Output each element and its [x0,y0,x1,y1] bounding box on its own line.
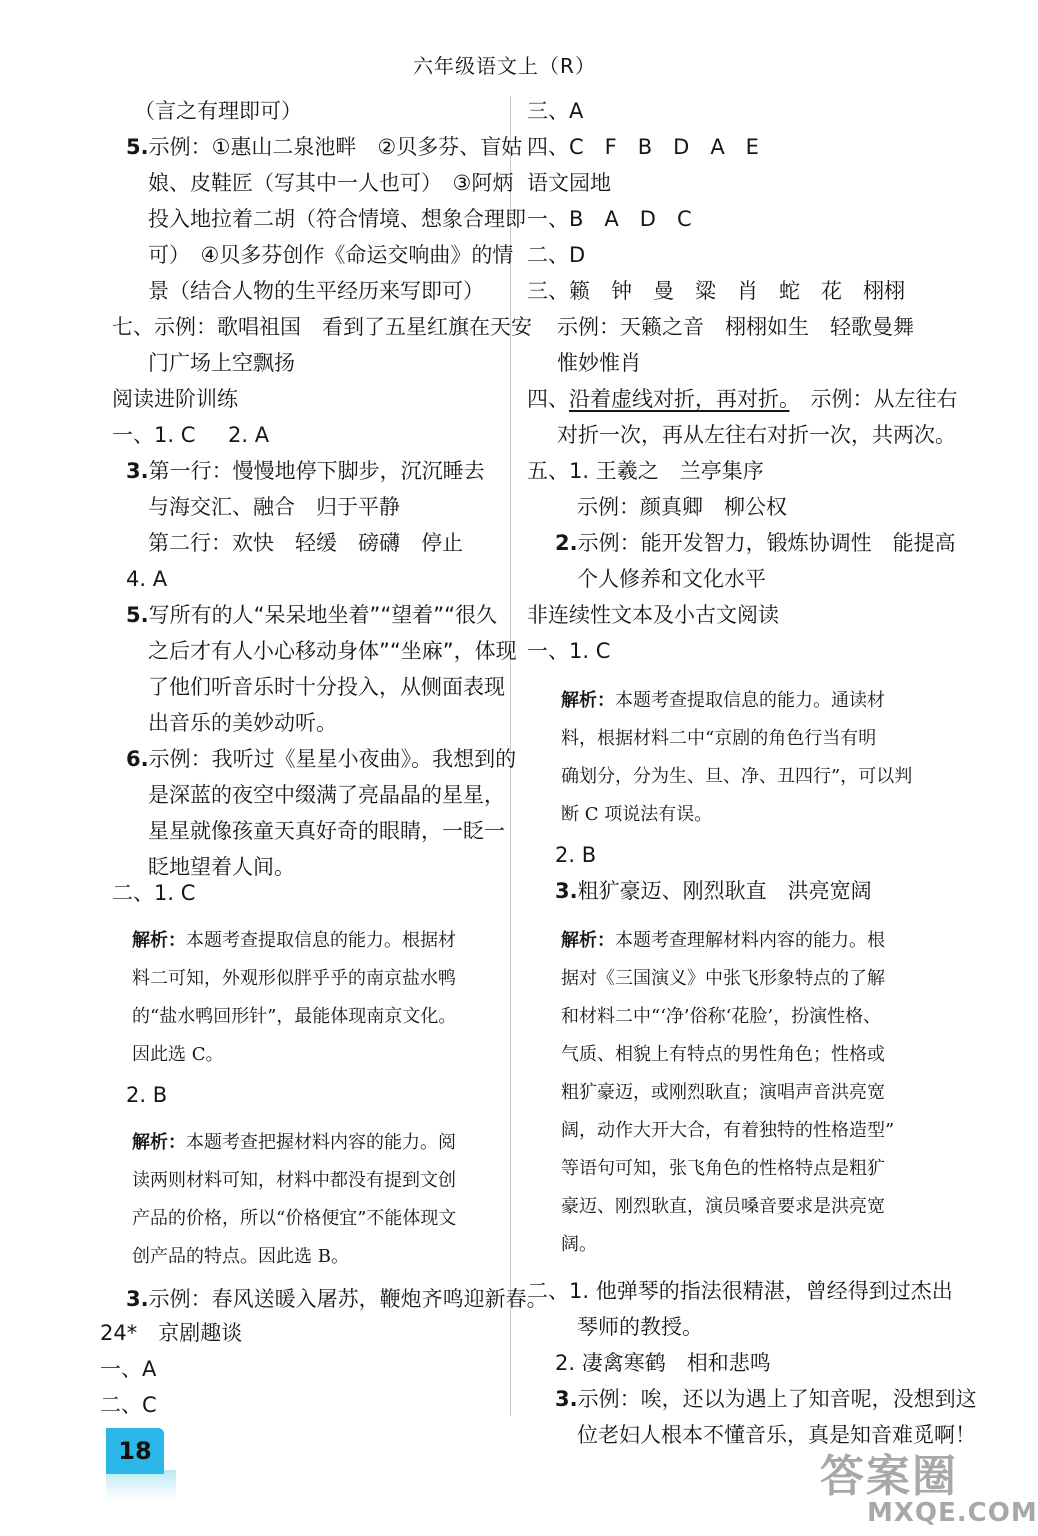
explanation-line: 产品的价格，所以“价格便宜”不能体现文 [132,1208,457,1229]
answer-line [126,456,485,486]
explanation-line [561,926,885,956]
explanation-line [561,686,885,716]
explanation-line: 断 C 项说法有误。 [561,804,713,825]
question-number: 5. [126,603,149,627]
underlined-answer: 沿着虚线对折，再对折。 [569,387,790,411]
answer-line: 出音乐的美妙动听。 [148,711,337,735]
watermark-logo [815,1440,1038,1535]
question-number: 2. [555,531,578,555]
explanation-line: 阔，动作大开大合，有着独特的性格造型” [561,1120,895,1141]
explanation-line: 豪迈、刚烈耿直，演员嗓音要求是洪亮宽 [561,1196,885,1217]
answer-line: 二、D [527,243,586,267]
answer-line: 眨地望着人间。 [148,855,295,879]
explanation-text: 本题考查提取信息的能力。通读材 [615,690,885,711]
answer-line [126,744,516,774]
explanation-line: 因此选 C。 [132,1044,224,1065]
answer-line: 一、A [100,1357,157,1381]
question-number: 5. [126,135,149,159]
answer-text: 示例：唉，还以为遇上了知音呢，没想到这 [577,1387,977,1411]
explanation-label: 解析： [561,930,615,951]
answer-line [126,600,497,630]
explanation-line [132,926,456,956]
answer-line: 示例：颜真卿 柳公权 [577,495,787,519]
section-title: 阅读进阶训练 [112,387,238,411]
answer-line: 位老妇人根本不懂音乐，真是知音难觅啊！ [577,1423,976,1447]
answer-line: 二、1. 他弹琴的指法很精湛，曾经得到过杰出 [527,1279,953,1303]
answer-line: 对折一次，再从左往右对折一次，共两次。 [557,423,956,447]
answer-line: 2. B [126,1083,168,1107]
answer-line: 星星就像孩童天真好奇的眼睛，一眨一 [148,819,505,843]
explanation-line [132,1128,456,1158]
explanation-line: 粗犷豪迈，或刚烈耿直；演唱声音洪亮宽 [561,1082,885,1103]
answer-text: 写所有的人“呆呆地坐着”“望着”“很久 [148,603,497,627]
answer-line: 娘、皮鞋匠（写其中一人也可） ③阿炳 [148,171,514,195]
answer-line: 二、1. C [112,881,196,905]
answer-line: 可） ④贝多芬创作《命运交响曲》的情 [148,243,514,267]
answer-text: 粗犷豪迈、刚烈耿直 洪亮宽阔 [577,879,872,903]
explanation-line: 读两则材料可知，材料中都没有提到文创 [132,1170,456,1191]
explanation-label: 解析： [132,930,186,951]
question-number: 3. [126,459,149,483]
answer-line: 4. A [126,567,168,591]
explanation-line: 等语句可知，张飞角色的性格特点是粗犷 [561,1158,885,1179]
answer-line [555,876,872,906]
answer-line: 门广场上空飘扬 [148,351,295,375]
answer-line: 第二行：欢快 轻缓 磅礴 停止 [148,531,463,555]
answer-line: 惟妙惟肖 [557,351,641,375]
explanation-line: 创产品的特点。因此选 B。 [132,1246,349,1267]
answer-line: 七、示例：歌唱祖国 看到了五星红旗在天安 [112,315,532,339]
explanation-line: 确划分，分为生、旦、净、丑四行”，可以判 [561,766,913,787]
explanation-line: 料二可知，外观形似胖乎乎的南京盐水鸭 [132,968,456,989]
answer-line: 是深蓝的夜空中缀满了亮晶晶的星星， [148,783,505,807]
section-title: 非连续性文本及小古文阅读 [527,603,779,627]
section-title: 24* 京剧趣谈 [100,1321,243,1345]
answer-line: 个人修养和文化水平 [577,567,766,591]
answer-line: 景（结合人物的生平经历来写即可） [148,279,484,303]
answer-line: 了他们听音乐时十分投入，从侧面表现 [148,675,505,699]
answer-line [126,132,522,162]
question-number: 3. [555,1387,578,1411]
answer-text: 示例：春风送暖入屠苏，鞭炮齐鸣迎新春。 [148,1287,548,1311]
answer-line [126,1284,548,1314]
answer-line: 2. B [555,843,597,867]
answer-line: 与海交汇、融合 归于平静 [148,495,400,519]
answer-line: 三、A [527,99,584,123]
explanation-label: 解析： [561,690,615,711]
explanation-label: 解析： [132,1132,186,1153]
question-number: 3. [126,1287,149,1311]
question-number: 3. [555,879,578,903]
section-title: 语文园地 [527,171,611,195]
answer-line: 四、C F B D A E [527,135,759,159]
answer-line: 一、B A D C [527,207,692,231]
answer-line: 一、1. C [527,639,611,663]
explanation-line: 据对《三国演义》中张飞形象特点的了解 [561,968,885,989]
answer-line: 投入地拉着二胡（符合情境、想象合理即 [148,207,526,231]
answer-line: 五、1. 王羲之 兰亭集序 [527,459,764,483]
explanation-text: 本题考查理解材料内容的能力。根 [615,930,885,951]
page-number-fade [106,1470,176,1500]
answer-text: 示例：我听过《星星小夜曲》。我想到的 [148,747,517,771]
answer-line: 之后才有人小心移动身体”“坐麻”，体现 [148,639,517,663]
explanation-text: 本题考查提取信息的能力。根据材 [186,930,456,951]
answer-line [555,528,956,558]
answer-text: 示例：①惠山二泉池畔 ②贝多芬、盲姑 [148,135,523,159]
answer-text: 示例：从左往右 [789,387,958,411]
answer-line: 2. A [228,423,270,447]
explanation-line: 的“盐水鸭回形针”，最能体现南京文化。 [132,1006,457,1027]
answer-line: 琴师的教授。 [577,1315,703,1339]
explanation-line: 阔。 [561,1234,597,1255]
question-number: 6. [126,747,149,771]
answer-line: 一、1. C [112,423,196,447]
answer-line: 示例：天籁之音 栩栩如生 轻歌曼舞 [557,315,914,339]
answer-text: 示例：能开发智力，锻炼协调性 能提高 [577,531,956,555]
answer-line [527,384,958,414]
answer-text: 第一行：慢慢地停下脚步，沉沉睡去 [148,459,485,483]
explanation-text: 本题考查把握材料内容的能力。阅 [186,1132,456,1153]
answer-prefix: 四、 [527,387,569,411]
page-header-title: 六年级语文上（R） [413,54,596,78]
explanation-line: 和材料二中“‘净’俗称‘花脸’，扮演性格、 [561,1006,882,1027]
watermark-text: 答案圈 [820,1451,958,1502]
explanation-line: 料，根据材料二中“京剧的角色行当有明 [561,728,877,749]
answer-line: 三、籁 钟 曼 粱 肖 蛇 花 栩栩 [527,279,905,303]
answer-line: （言之有理即可） [134,99,302,123]
watermark-url: MXQE.COM [867,1498,1038,1528]
answer-line: 二、C [100,1393,157,1417]
explanation-line: 气质、相貌上有特点的男性角色；性格或 [561,1044,885,1065]
page-number: 18 [106,1428,164,1474]
answer-line: 2. 凄禽寒鹤 相和悲鸣 [555,1351,771,1375]
answer-line [555,1384,977,1414]
